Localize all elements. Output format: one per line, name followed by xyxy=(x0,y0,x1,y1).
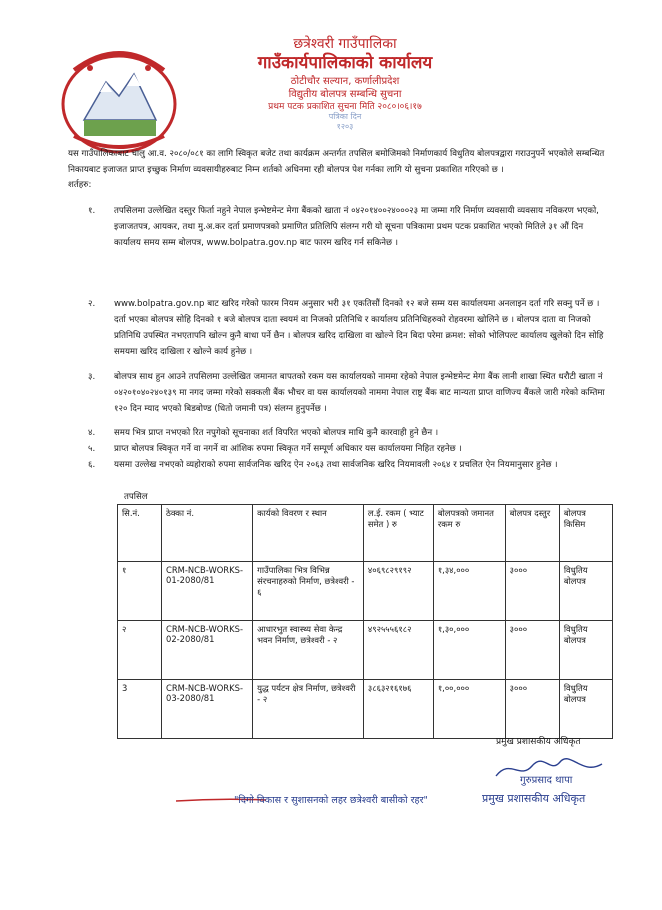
table-cell: विधुतिय बोलपत्र xyxy=(559,680,612,739)
condition-number: २. xyxy=(88,299,96,309)
condition-number: ३. xyxy=(88,372,96,382)
table-cell: ३००० xyxy=(505,562,559,621)
condition-item xyxy=(88,441,608,457)
table-cell: CRM-NCB-WORKS-01-2080/81 xyxy=(161,562,252,621)
column-header: कार्यको विवरण र स्थान xyxy=(253,505,364,562)
office-address: ठोटीचौर सल्यान, कर्णालीप्रदेश xyxy=(290,76,400,87)
condition-text: बोलपत्र साथ हुन आउने तपसिलमा उल्लेखित जमानत बापतको रकम यस कार्यालयको नाममा रहेको नेपाल इन्भेष्टमेन्ट मेगा बैंक लानी शाखा स्थित धरौटी खाता नं ०४२०१०४०२४०१३९ मा नगद जम्मा गरेको सक्कली बैंक भौचर वा यस कार्यालयको नाममा नेपाल राष्ट्र बैंक बाट मान्यता प्राप्त वाणिज्य बैंकले जारी गरेको कम्तिमा १२० दिन म्याद भएको बिडबोण्ड (धितो जमानी पत्र) संलग्न हुनुपर्नेछ । xyxy=(114,372,605,414)
signatory-title: प्रमुख प्रशासकीय अधिकृत xyxy=(496,737,581,747)
table-label: तपसिल xyxy=(124,492,148,502)
table-cell: ३८६३२१६१७६ xyxy=(363,680,433,739)
table-cell: युद्ध पर्यटन क्षेत्र निर्माण, छत्रेश्वरी - २ xyxy=(253,680,364,739)
table-cell: २ xyxy=(118,621,162,680)
table-cell: १,३४,००० xyxy=(433,562,505,621)
signatory-title-stamp: प्रमुख प्रशासकीय अधिकृत xyxy=(482,792,586,805)
condition-item xyxy=(88,203,608,251)
condition-item xyxy=(88,296,608,360)
column-header: बोलपत्रको जमानत रकम रु xyxy=(433,505,505,562)
publish-date: प्रथम पटक प्रकाशित सुचना मिति २०८०।०६।१७ xyxy=(268,102,422,112)
condition-text: समय भित्र प्राप्त नभएको रित नपुगेको सूचनाका शर्त विपरित भएको बोलपत्र माथि कुनै कारवाही हुने छैन । xyxy=(114,428,439,438)
tender-table xyxy=(117,504,613,739)
condition-number: १. xyxy=(88,206,96,216)
table-cell: ३००० xyxy=(505,680,559,739)
stamp-text: पत्रिका दिन xyxy=(328,112,362,121)
condition-number: ५. xyxy=(88,444,96,454)
table-cell: १,३०,००० xyxy=(433,621,505,680)
table-cell: ४०६९८२९१९२ xyxy=(363,562,433,621)
column-header: बोलपत्र दस्तुर xyxy=(505,505,559,562)
condition-text: यसमा उल्लेख नभएको व्यहोराको रुपमा सार्वजनिक खरिद ऐन २०६३ तथा सार्वजनिक खरिद नियमावली २०६४ र प्रचलित ऐन नियमानुसार हुनेछ । xyxy=(114,460,558,470)
column-header: सि.नं. xyxy=(118,505,162,562)
table-cell: ३००० xyxy=(505,621,559,680)
table-cell: विधुतिय बोलपत्र xyxy=(559,621,612,680)
condition-item xyxy=(88,425,608,441)
slogan-text: "दिगो विकास र सुशासनको लहर छत्रेश्वरी बासीको रहर" xyxy=(234,795,428,806)
column-header: ठेक्का नं. xyxy=(161,505,252,562)
table-cell: ४९२५५५६१८२ xyxy=(363,621,433,680)
conditions-heading: शर्तहरु: xyxy=(68,180,92,190)
table-row xyxy=(118,562,613,621)
table-row xyxy=(118,621,613,680)
nepal-emblem-icon xyxy=(44,40,194,160)
condition-number: ४. xyxy=(88,428,96,438)
table-cell: आधारभुत स्वास्थ्य सेवा केन्द्र भवन निर्माण, छत्रेश्वरी - २ xyxy=(253,621,364,680)
table-cell: CRM-NCB-WORKS-02-2080/81 xyxy=(161,621,252,680)
intro-paragraph: यस गाउँपालिकाबाट चालु आ.व. २०८०/०८१ का लागि स्विकृत बजेट तथा कार्यक्रम अन्तर्गत तपसिल बमोजिमको निर्माणकार्य विधुतिय बोलपत्रद्वारा गराउनुपर्ने भएकोले सम्बन्धित निकायबाट इजाजत प्राप्त इच्छुक निर्माण व्यवसायीहरुबाट निम्न शर्तको अधिनमा रही बोलपत्र पेश गर्नका लागि यो सुचना प्रकाशित गरिएको छ । xyxy=(68,149,605,175)
condition-text: तपसिलमा उल्लेखित दस्तुर फिर्ता नहुने नेपाल इन्भेष्टमेन्ट मेगा बैंकको खाता नं ०४२०१४००२४०००२३ मा जम्मा गरि निर्माण व्यवसायी व्यवसाय नविकरण भएको, इजाजतपत्र, आयकर, तथा मु.अ.कर दर्ता प्रमाणपत्रको प्रमाणित प्रतिलिपि संलग्न गरी यो सूचना पत्रिकामा प्रथम पटक प्रकाशित भएको मितिले ३१ औं दिन कार्यालय समय सम्म बोलपत्र, www.bolpatra.gov.np बाट फारम खरिद गर्न सकिनेछ । xyxy=(114,206,599,248)
table-cell: 3 xyxy=(118,680,162,739)
municipality-name: छत्रेश्वरी गाउँपालिका xyxy=(293,36,397,52)
notice-title: विद्युतीय बोलपत्र सम्बन्धि सुचना xyxy=(288,89,402,100)
table-cell: गाउँपालिका भित्र विभिन्न संरचनाहरुको निर्माण, छत्रेश्वरी - ६ xyxy=(253,562,364,621)
table-cell: १ xyxy=(118,562,162,621)
condition-number: ६. xyxy=(88,460,96,470)
column-header: ल.ई. रकम ( भ्याट समेत ) रु xyxy=(363,505,433,562)
column-header: बोलपत्र किसिम xyxy=(559,505,612,562)
condition-item xyxy=(88,369,608,417)
condition-text: प्राप्त बोलपत्र स्विकृत गर्ने वा नगर्ने वा आंशिक रुपमा स्विकृत गर्ने सम्पूर्ण अधिकार यस कार्यालयमा निहित रहनेछ । xyxy=(114,444,462,454)
table-cell: CRM-NCB-WORKS-03-2080/81 xyxy=(161,680,252,739)
condition-text: www.bolpatra.gov.np बाट खरिद गरेको फारम नियम अनुसार भरी ३१ एकतिसौं दिनको १२ बजे सम्म यस कार्यालयमा अनलाइन दर्ता गरि सक्नु पर्ने छ । दर्ता भएका बोलपत्र सोहि दिनको १ बजे बोलपत्र दाता स्वयमं वा निजको प्रतिनिधि र कार्यालय प्रतिनिधिहरुको रोहवरमा खोलिने छ । बोलपत्र दाता वा निजको प्रतिनिधि उपस्थित नभएतापनि खोल्न कुनै बाधा पर्ने छैन । बोलपत्र खरिद दाखिला वा खोल्ने दिन बिदा परेमा क्रमश: सोको भोलिपल्ट कार्यालय खुलेको दिन सोहि समयमा खरिद दाखिला र खोल्ने कार्य हुनेछ । xyxy=(114,299,604,357)
stamp-number: १२०३ xyxy=(336,122,354,131)
table-header-row xyxy=(118,505,613,562)
signatory-name: गुरुप्रसाद थापा xyxy=(520,775,573,786)
condition-item xyxy=(88,457,608,473)
office-title: गाउँकार्यपालिकाको कार्यालय xyxy=(257,53,433,73)
table-cell: विधुतिय बोलपत्र xyxy=(559,562,612,621)
table-row xyxy=(118,680,613,739)
table-cell: १,००,००० xyxy=(433,680,505,739)
